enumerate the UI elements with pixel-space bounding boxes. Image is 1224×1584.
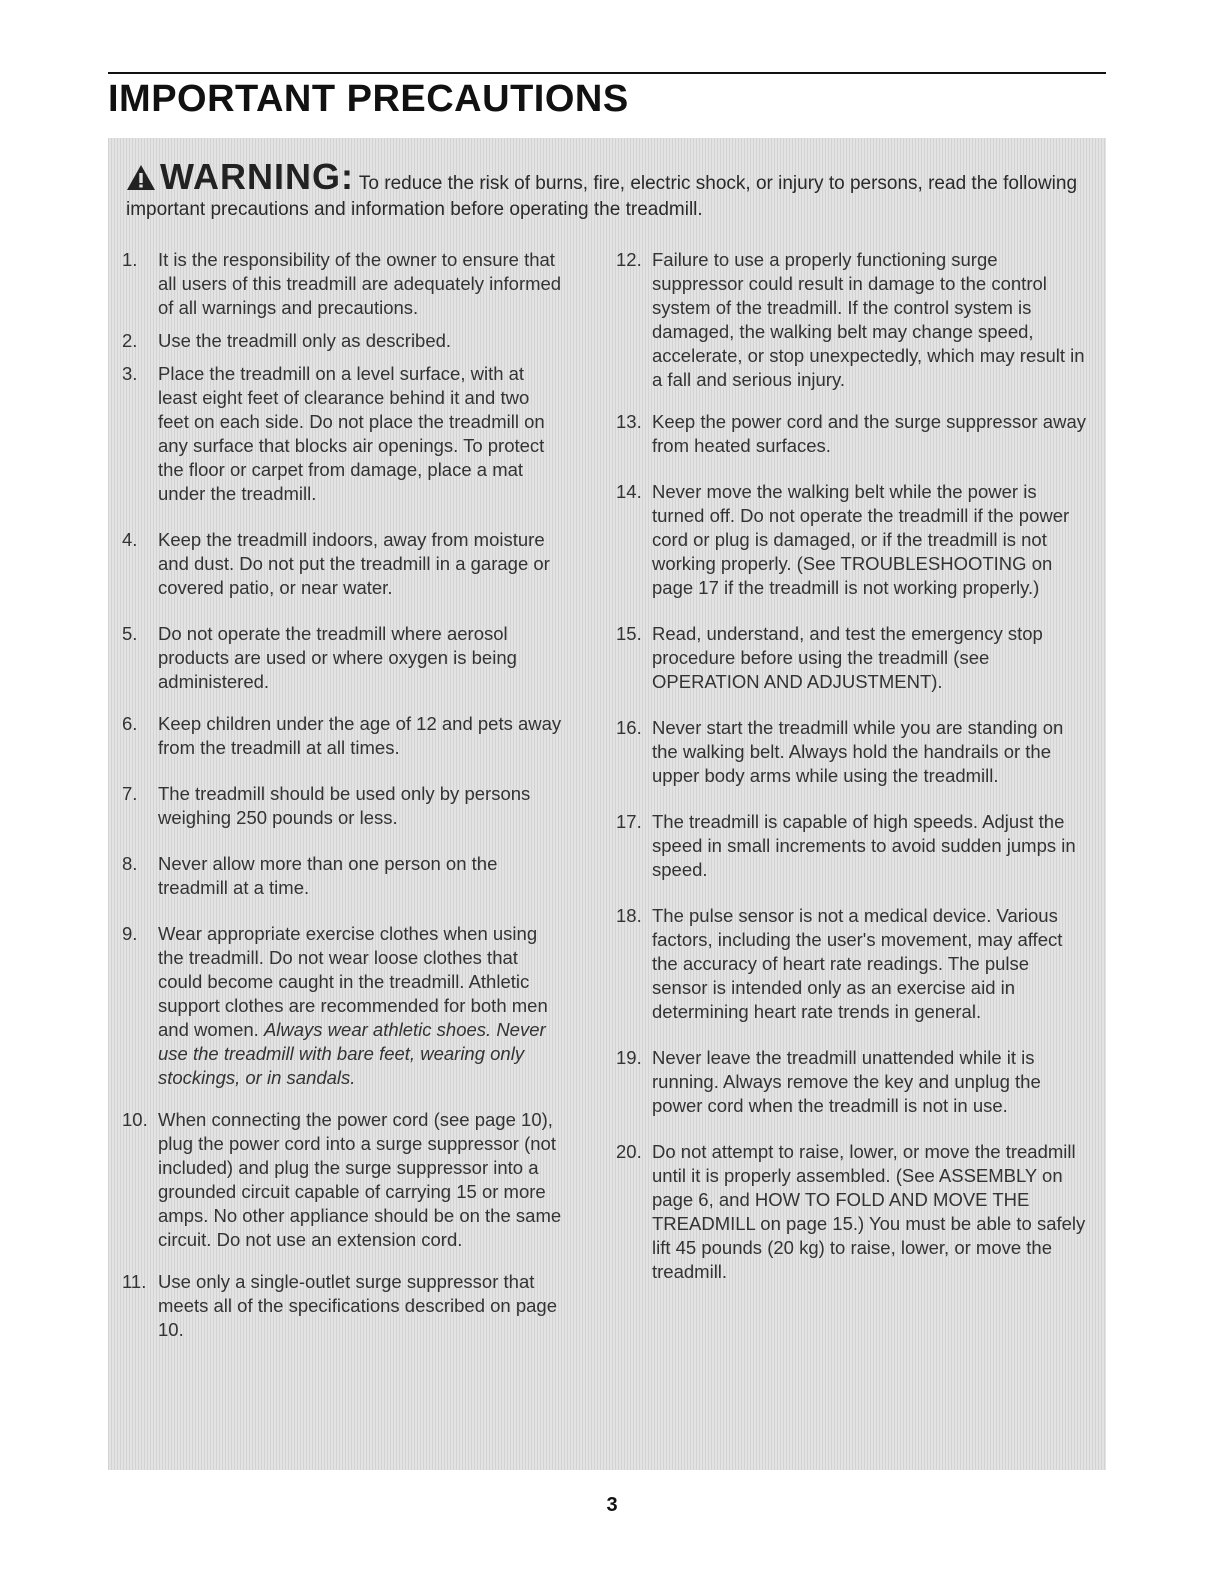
list-item: 17. The treadmill is capable of high speeds. Adjust the speed in small increments to avoid sudden jumps in speed. — [616, 811, 1076, 880]
list-item: 2. Use the treadmill only as described. — [122, 330, 452, 351]
list-item: 16. Never start the treadmill while you are standing on the walking belt. Always hold the handrails or the upper body arms while using the treadmill. — [616, 717, 1064, 786]
list-item: 9. Wear appropriate exercise clothes when using the treadmill. Do not wear loose clothes that could become caught in the treadmill. Athletic support clothes are recommended for both men and women. Always wear athletic shoes. Never use the treadmill with bare feet, wearing only stockings, or in sandals. — [122, 923, 548, 1088]
list-item: 10. When connecting the power cord (see page 10), plug the power cord into a surge suppressor (not included) and plug the surge suppressor into a grounded circuit capable of carrying 15 or more amps. No other appliance should be on the same circuit. Do not use an extension cord. — [122, 1109, 562, 1250]
header-rule — [108, 72, 1106, 74]
list-item: 1. It is the responsibility of the owner to ensure that all users of this treadmill are adequately informed of all warnings and precautions. — [122, 249, 562, 318]
precautions-left-column — [122, 248, 562, 1342]
warning-panel — [108, 138, 1106, 1470]
warning-triangle-icon — [126, 164, 156, 198]
list-item: 3. Place the treadmill on a level surface, with at least eight feet of clearance behind it and two feet on each side. Do not place the treadmill on any surface that blocks air openings. To protect the floor or carpet from damage, place a mat under the treadmill. — [122, 363, 545, 504]
precautions-right-column — [616, 248, 1086, 1284]
list-item: 11. Use only a single-outlet surge suppressor that meets all of the specifications described on page 10. — [122, 1271, 558, 1340]
list-item: 4. Keep the treadmill indoors, away from moisture and dust. Do not put the treadmill in a garage or covered patio, or near water. — [122, 529, 550, 598]
list-item: 19. Never leave the treadmill unattended while it is running. Always remove the key and unplug the power cord when the treadmill is not in use. — [616, 1047, 1041, 1116]
list-item: 14. Never move the walking belt while the power is turned off. Do not operate the treadmill if the power cord or plug is damaged, or if the treadmill is not working properly. (See TROUBLESHOOTING on page 17 if the treadmill is not working properly.) — [616, 481, 1070, 598]
warning-text: To reduce the risk of burns, fire, electric shock, or injury to persons, read the following important precautions and information before operating the treadmill. — [126, 173, 1078, 220]
list-item: 5. Do not operate the treadmill where aerosol products are used or where oxygen is being administered. — [122, 623, 517, 692]
warning-statement — [126, 156, 1086, 222]
page-title: IMPORTANT PRECAUTIONS — [108, 78, 629, 120]
list-item: 13. Keep the power cord and the surge suppressor away from heated surfaces. — [616, 411, 1086, 456]
list-item: 12. Failure to use a properly functioning surge suppressor could result in damage to the control system of the treadmill. If the control system is damaged, the walking belt may change speed, accelerate, or stop unexpectedly, which may result in a fall and serious injury. — [616, 249, 1085, 390]
list-item: 8. Never allow more than one person on the treadmill at a time. — [122, 853, 498, 898]
list-item: 7. The treadmill should be used only by persons weighing 250 pounds or less. — [122, 783, 531, 828]
list-item: 6. Keep children under the age of 12 and pets away from the treadmill at all times. — [122, 713, 562, 758]
list-item: 18. The pulse sensor is not a medical device. Various factors, including the user's movement, may affect the accuracy of heart rate readings. The pulse sensor is intended only as an exercise aid in determining heart rate trends in general. — [616, 905, 1063, 1022]
warning-label: WARNING: — [160, 156, 354, 197]
emphasis-text: Always wear athletic shoes. Never use the treadmill with bare feet, wearing only stockings, or in sandals. — [158, 1019, 546, 1088]
list-item: 15. Read, understand, and test the emergency stop procedure before using the treadmill (see OPERATION AND ADJUSTMENT). — [616, 623, 1043, 692]
page-number: 3 — [606, 1494, 618, 1516]
list-item: 20. Do not attempt to raise, lower, or move the treadmill until it is properly assembled. (See ASSEMBLY on page 6, and HOW TO FOLD AND MOVE THE TREADMILL on page 15.) You must be able to safely lift 45 pounds (20 kg) to raise, lower, or move the treadmill. — [616, 1141, 1086, 1282]
